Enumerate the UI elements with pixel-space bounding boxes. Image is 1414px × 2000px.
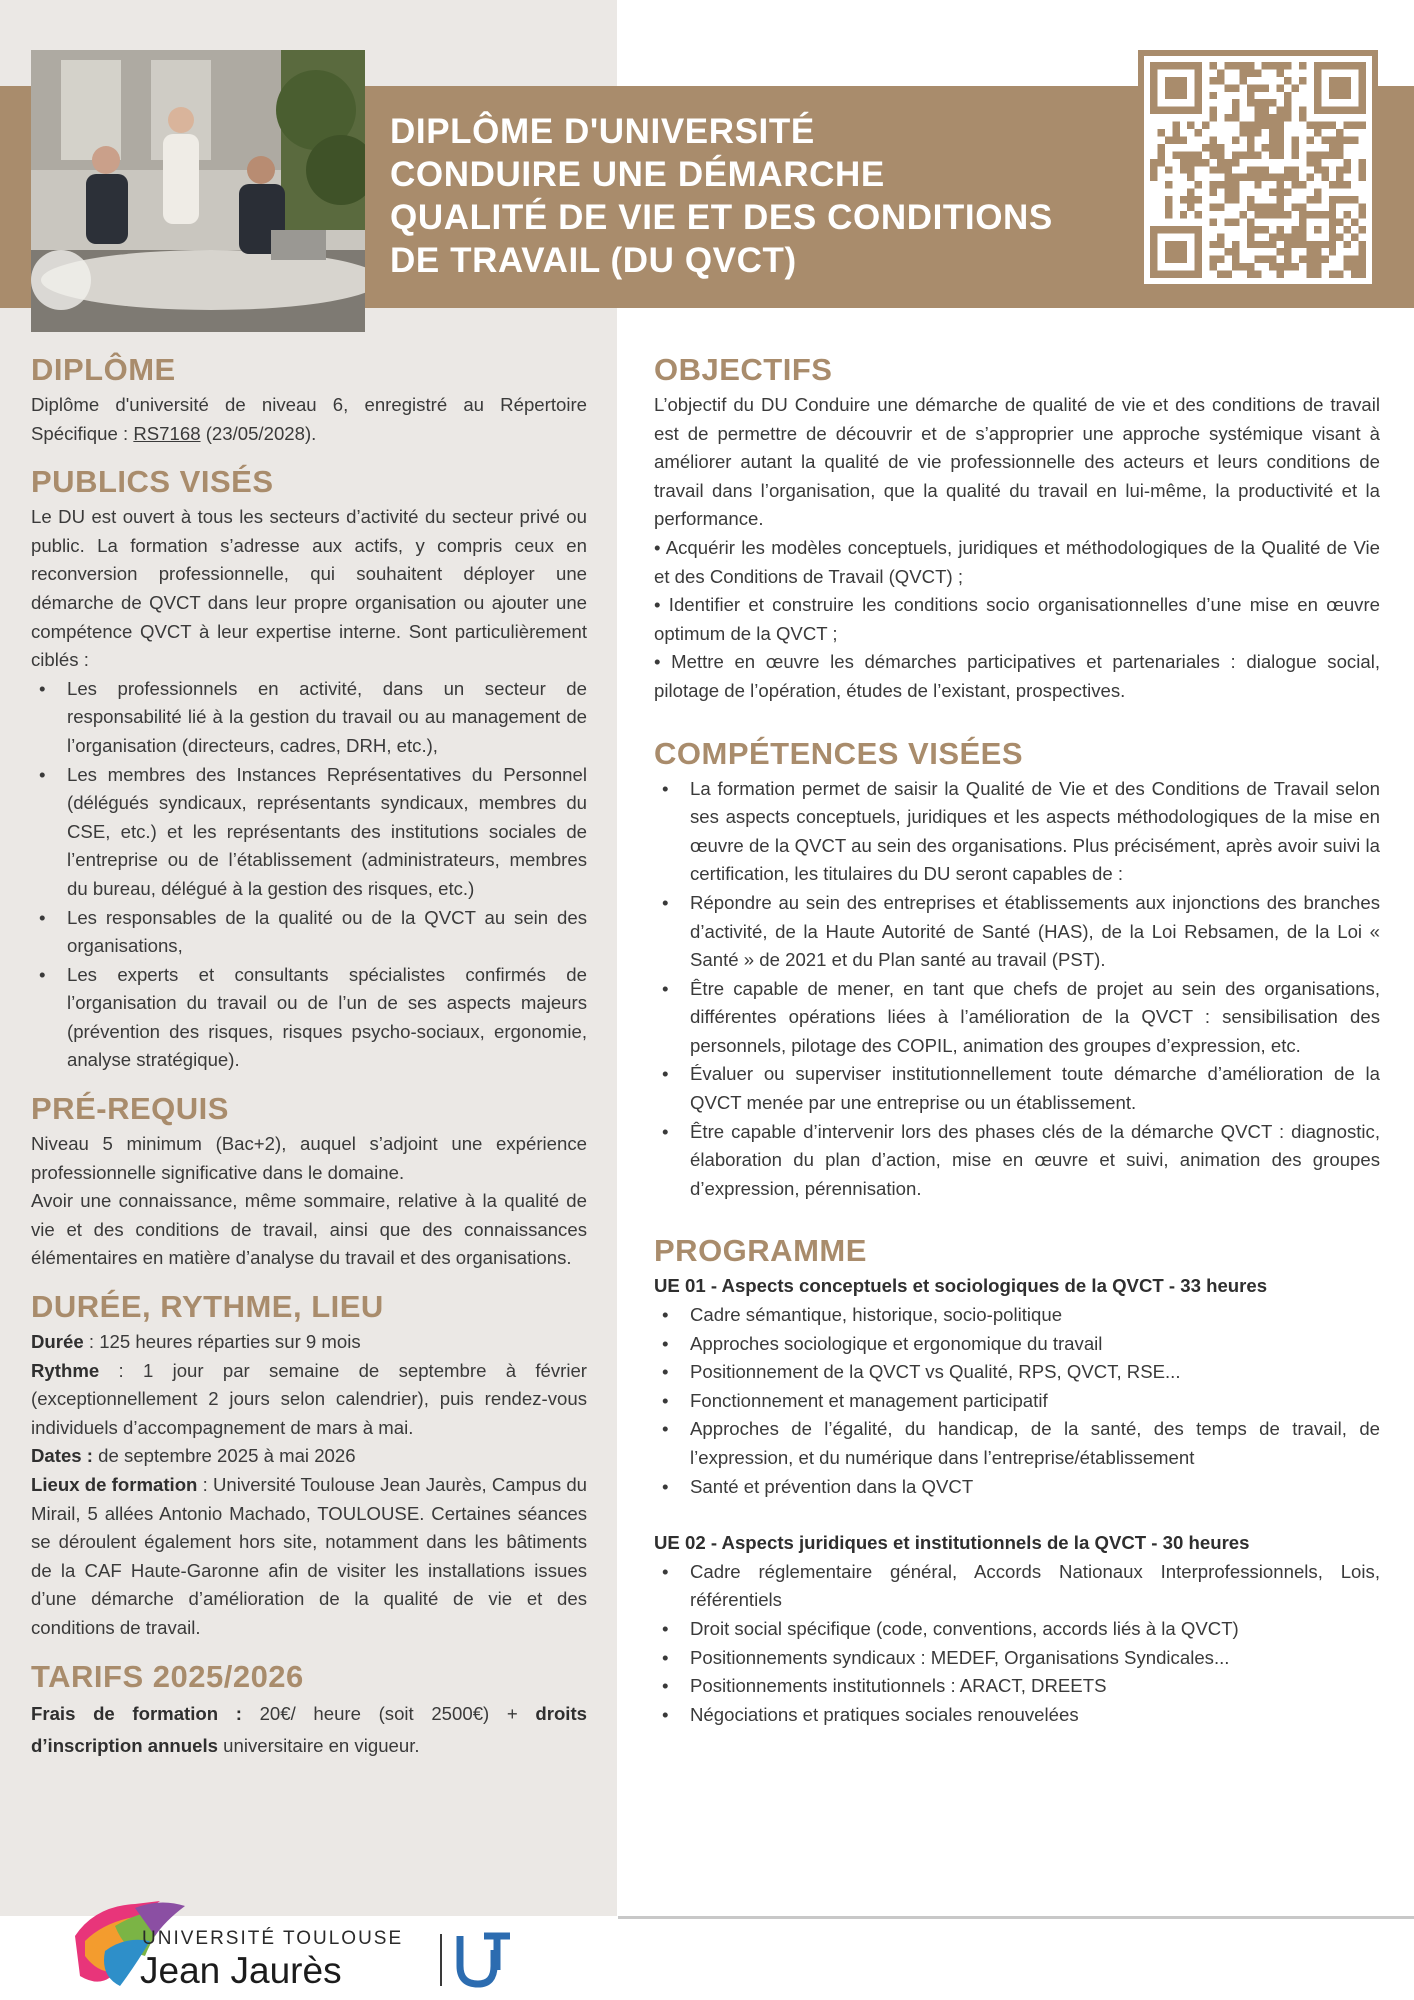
logo-separator [440,1934,442,1986]
rythme-value: : 1 jour par semaine de septembre à février (exceptionnellement 2 jours selon calendrier), puis rendez-vous individuels d’accompagnement de mars à mai. [31,1359,587,1438]
ue1-title: UE 01 - Aspects conceptuels et sociologiques de la QVCT - 33 heures [654,1275,1268,1297]
ue1-list [654,1301,1380,1501]
section-heading: DIPLÔME [31,352,176,387]
list-item: • Positionnements institutionnels : ARACT, DREETS [654,1672,1380,1701]
competences-list [654,775,1380,1204]
page-title [390,110,1130,282]
publics-list [31,675,587,1075]
objectifs-paragraph: • Acquérir les modèles conceptuels, juridiques et méthodologiques de la Qualité de Vie et des Conditions de Travail (QVCT) ; [654,536,1380,587]
prerequis-paragraph: Niveau 5 minimum (Bac+2), auquel s’adjoint une expérience professionnelle significative dans le domaine. [31,1133,587,1183]
section-heading: OBJECTIFS [654,352,833,387]
list-item: • Être capable d’intervenir lors des phases clés de la démarche QVCT : diagnostic, élaboration du plan d’action, mise en œuvre et suivi, animation des groupes d’expression, pérennisation. [654,1118,1380,1204]
section-publics [31,462,587,1075]
section-programme [654,1231,1380,1729]
section-heading: PUBLICS VISÉS [31,464,274,500]
diplome-text [31,391,587,448]
rythme-label: Rythme [31,1359,100,1381]
list-item: • Les responsables de la qualité ou de la QVCT au sein des organisations, [31,904,587,961]
tarifs-label: droits d’inscription annuels [31,1702,587,1756]
duree-value: : 125 heures réparties sur 9 mois [83,1331,361,1353]
lieux-label: Lieux de formation [31,1474,198,1495]
title-line: CONDUIRE UNE DÉMARCHE [390,155,885,194]
header-photo [31,50,365,332]
objectifs-paragraph: • Mettre en œuvre les démarches participatives et partenariales : dialogue social, pilotage de l’opération, études de l’existant, prospectives. [654,651,1380,701]
right-column [654,350,1380,1743]
ue2-title: UE 02 - Aspects juridiques et institutionnels de la QVCT - 30 heures [654,1532,1250,1554]
lieux-line [31,1471,587,1643]
section-heading: PROGRAMME [654,1233,867,1269]
dates-line [31,1442,587,1471]
list-item: • Positionnements syndicaux : MEDEF, Organisations Syndicales... [654,1644,1380,1673]
rythme-line [31,1357,587,1443]
duree-label: Durée [31,1331,84,1353]
list-item: • Droit social spécifique (code, conventions, accords liés à la QVCT) [654,1615,1380,1644]
list-item: • Être capable de mener, en tant que chefs de projet au sein des organisations, différentes opérations liées à l’amélioration de la QVCT : sensibilisation des personnels, pilotage des COPIL, animation des groupes d’expression, etc. [654,975,1380,1061]
tarifs-text [31,1698,587,1762]
list-item: • Répondre au sein des entreprises et établissements aux injonctions des branches d’activité, de la Haute Autorité de Santé (HAS), de la Loi Rebsamen, de la Loi « Santé » de 2021 et du Plan santé au travail (PST). [654,889,1380,975]
list-item: • Cadre réglementaire général, Accords Nationaux Interprofessionnels, Lois, référentiels [654,1558,1380,1615]
list-item: • La formation permet de saisir la Qualité de Vie et des Conditions de Travail selon ses aspects conceptuels, juridiques et les aspects méthodologiques de la mise en œuvre de la QVCT au sein des organisations. Plus précisément, après avoir suivi la certification, les titulaires du DU seront capables de : [654,775,1380,889]
left-column [31,350,587,1776]
section-objectifs [654,350,1380,706]
dates-label: Dates : [31,1445,94,1467]
tarifs-value: universitaire en vigueur. [218,1734,420,1756]
footer-divider [618,1916,1414,1919]
title-line: QUALITÉ DE VIE ET DES CONDITIONS [390,198,1053,237]
spacer [654,1501,1380,1529]
diplome-text-part: (23/05/2028). [200,422,317,444]
tarifs-value: 20€/ heure (soit 2500€) + [241,1702,536,1724]
prerequis-paragraph: Avoir une connaissance, même sommaire, relative à la qualité de vie et des conditions de travail, ainsi que des connaissances élémentaires en matière d’analyse du travail et des organisations. [31,1190,587,1269]
meeting-photo-illustration [31,50,365,332]
section-duree [31,1287,587,1643]
list-item: • Les professionnels en activité, dans un secteur de responsabilité lié à la gestion du travail ou au management de l’organisation (directeurs, cadres, DRH, etc.), [31,675,587,761]
section-heading: COMPÉTENCES VISÉES [654,735,1024,771]
section-diplome [31,350,587,448]
logo-line2: Jean Jaurès [140,1950,342,1991]
publics-intro: Le DU est ouvert à tous les secteurs d’activité du secteur privé ou public. La formation s’adresse aux actifs, y compris ceux en reconversion professionnelle, qui souhaitent déployer une démarche de QVCT dans leur propre organisation ou ajouter une compétence QVCT à leur expertise interne. Sont particulièrement ciblés : [31,506,587,671]
list-item: • Les membres des Instances Représentatives du Personnel (délégués syndicaux, représentants syndicaux, membres du CSE, etc.) et les représentants des institutions sociales de l’entreprise ou de l’établissement (administrateurs, membres du bureau, délégué à la gestion des risques, etc.) [31,761,587,904]
section-tarifs [31,1657,587,1762]
list-item: • Négociations et pratiques sociales renouvelées [654,1701,1380,1730]
objectifs-paragraph: L’objectif du DU Conduire une démarche de qualité de vie et des conditions de travail est de permettre de découvrir et de s’approprier une approche systémique visant à améliorer autant la qualité de vie professionnelle des acteurs et leurs conditions de travail dans l’organisation, que la qualité du travail en lui-même, la productivité et la performance. [654,394,1380,530]
tarifs-label: Frais de formation : [31,1702,242,1724]
section-heading: TARIFS 2025/2026 [31,1658,304,1694]
lieux-value: : Université Toulouse Jean Jaurès, Campus du Mirail, 5 allées Antonio Machado, TOULOUSE. Certaines séances se déroulent également hors site, notamment dans les bâtiments de la CAF Haute-Garonne afin de visiter les installations issues d’une démarche d’amélioration de la qualité de vie et des conditions de travail. [31,1474,588,1638]
ut-monogram-icon [454,1930,512,1990]
objectifs-paragraph: • Identifier et construire les conditions socio organisationnelles d’une mise en œuvre optimum de la QVCT ; [654,594,1380,644]
title-line: DIPLÔME D'UNIVERSITÉ [390,112,815,151]
title-line: DE TRAVAIL (DU QVCT) [390,241,797,280]
list-item: • Santé et prévention dans la QVCT [654,1473,1380,1502]
list-item: • Les experts et consultants spécialistes confirmés de l’organisation du travail ou de l’un de ses aspects majeurs (prévention des risques, risques psycho-sociaux, ergonomie, analyse stratégique). [31,961,587,1075]
rs-link[interactable]: RS7168 [133,422,201,444]
section-prerequis [31,1089,587,1273]
section-competences [654,734,1380,1204]
section-heading: DURÉE, RYTHME, LIEU [31,1289,384,1325]
list-item: • Fonctionnement et management participatif [654,1387,1380,1416]
logo-line1: UNIVERSITÉ TOULOUSE [142,1928,404,1949]
list-item: • Approches sociologique et ergonomique du travail [654,1330,1380,1359]
list-item: • Évaluer ou superviser institutionnellement toute démarche d’amélioration de la QVCT menée par une entreprise ou un établissement. [654,1060,1380,1117]
ue2-list [654,1558,1380,1730]
qr-code-icon [1150,62,1366,278]
qr-code[interactable] [1138,50,1378,290]
list-item: • Approches de l’égalité, du handicap, de la santé, des temps de travail, de l’expression, et du numérique dans l’entreprise/établissement [654,1415,1380,1472]
list-item: • Cadre sémantique, historique, socio-politique [654,1301,1380,1330]
section-heading: PRÉ-REQUIS [31,1091,229,1127]
dates-value: de septembre 2025 à mai 2026 [93,1445,356,1467]
duree-line [31,1328,587,1357]
diplome-text-part: Diplôme d'université de niveau 6, enregistré au Répertoire Spécifique : [31,394,587,444]
list-item: • Positionnement de la QVCT vs Qualité, RPS, QVCT, RSE... [654,1358,1380,1387]
